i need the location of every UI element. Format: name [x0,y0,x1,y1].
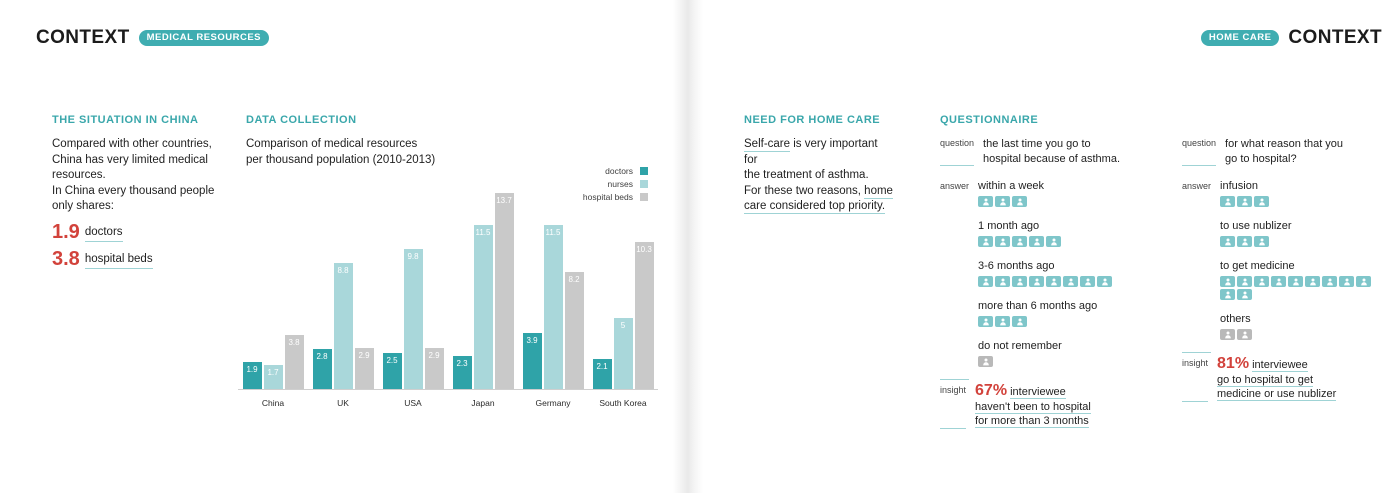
answer-count-pictogram [978,196,1136,207]
header-left [36,27,269,49]
bar-nurses [404,249,423,389]
x-axis-label: Japan [471,398,495,408]
questionnaire-columns [940,137,1380,429]
home-care-line-1 [744,137,894,168]
person-icon [1271,276,1286,287]
stat-hospital-beds-label: hospital beds [85,254,153,269]
person-icon [978,196,993,207]
answer-count-pictogram [978,276,1136,287]
bar-beds [425,348,444,389]
bar-value-label: 3.9 [526,336,538,346]
questionnaire-title: QUESTIONNAIRE [940,114,1039,126]
legend-label: doctors [605,166,633,176]
home-care-line-3-start: For these two reasons, [744,184,865,197]
legend-label: hospital beds [582,192,633,202]
bar-doctors [313,349,332,389]
page-title-left: CONTEXT [36,27,130,48]
person-icon [1220,276,1235,287]
bar-value-label: 8.2 [568,274,580,284]
situation-line-3: resources. [52,169,106,181]
bar-doctors [383,353,402,389]
bar-value-label: 5 [620,320,626,330]
person-icon [978,276,993,287]
data-collection-subtitle [246,137,656,168]
answer-count-pictogram [1220,236,1378,247]
bar-doctors [453,356,472,389]
person-icon [1012,276,1027,287]
bar-nurses [544,225,563,389]
person-icon [1322,276,1337,287]
answer-label: to use nublizer [1220,220,1292,232]
insight-text: 81% interviewee go to hospital to get medicine or use nublizer [1217,355,1337,400]
person-icon [1220,236,1235,247]
legend-label: nurses [607,179,633,189]
bar-beds [355,348,374,389]
person-icon [1012,316,1027,327]
person-icon [978,316,993,327]
home-care-line-2: the treatment of asthma. [744,169,869,181]
bar-doctors [593,359,612,389]
answer-count-pictogram [978,316,1136,327]
data-collection-subtitle-line-1: Comparison of medical resources [246,138,418,150]
answer-item [1220,180,1378,207]
section-badge-home-care: HOME CARE [1201,30,1280,47]
person-icon [1012,196,1027,207]
medical-resources-bar-chart [238,168,658,420]
person-icon [1237,236,1252,247]
person-icon [995,196,1010,207]
insight-tag: insight [940,384,966,429]
stat-hospital-beds [52,249,222,269]
bar-beds [635,242,654,389]
page-title-right: CONTEXT [1288,27,1382,48]
person-icon [1356,276,1371,287]
answer-item [978,340,1136,367]
person-icon [1220,329,1235,340]
answer-label: infusion [1220,180,1258,192]
situation-title: THE SITUATION IN CHINA [52,114,199,126]
person-icon [1063,276,1078,287]
bar-nurses [334,263,353,389]
home-care-emphasis-home: home [864,184,893,197]
person-icon [1220,289,1235,300]
home-care-block [744,114,894,215]
x-axis-label: China [261,398,285,408]
answer-tag: answer [940,180,969,380]
questionnaire-column-1 [940,137,1136,429]
stat-doctors [52,222,222,242]
stat-doctors-value: 1.9 [52,220,80,243]
answer-item [978,300,1136,327]
answer-count-pictogram [1220,196,1378,207]
left-page [0,0,684,493]
answer-label: do not remember [978,340,1062,352]
bar-doctors [243,362,262,389]
insight-percentage: 67% [975,382,1008,399]
person-icon [1254,276,1269,287]
bar-group [518,225,588,389]
answer-tag: answer [1182,180,1211,353]
x-axis-label: USA [404,398,422,408]
person-icon [1305,276,1320,287]
person-icon [1254,196,1269,207]
person-icon [1080,276,1095,287]
person-icon [1097,276,1112,287]
bar-value-label: 11.5 [475,227,491,237]
person-icon [1029,236,1044,247]
answer-item [1220,313,1378,340]
home-care-line-3 [744,184,894,200]
bar-beds [495,193,514,389]
bar-value-label: 1.9 [246,364,258,374]
person-icon [995,276,1010,287]
question-tag: question [940,137,974,166]
header-right [1201,27,1382,49]
bar-value-label: 10.3 [636,244,652,254]
answer-label: more than 6 months ago [978,300,1098,312]
insight-percentage: 81% [1217,355,1250,372]
questionnaire-block [940,114,1380,429]
person-icon [995,236,1010,247]
person-icon [978,356,993,367]
section-badge-medical-resources: MEDICAL RESOURCES [139,30,269,47]
situation-paragraph [52,137,222,215]
answer-item [978,180,1136,207]
bar-value-label: 8.8 [337,266,349,276]
answer-row [1182,180,1378,353]
answer-label: 3-6 months ago [978,260,1055,272]
question-text: the last time you go to hospital because of asthma. [983,138,1121,165]
data-collection-title: DATA COLLECTION [246,114,357,126]
bar-group [238,335,308,389]
person-icon [978,236,993,247]
bar-value-label: 2.5 [386,356,398,366]
question-tag: question [1182,137,1216,166]
insight-text: 67% interviewee haven't been to hospital for more than 3 months [975,382,1091,427]
bar-beds [285,335,304,389]
bar-value-label: 3.8 [288,337,300,347]
answer-label: within a week [978,180,1045,192]
home-care-paragraph [744,137,894,215]
answer-label: others [1220,313,1251,325]
bar-value-label: 2.9 [358,350,370,360]
answer-count-pictogram [1220,329,1378,340]
bar-group [588,242,658,389]
bar-doctors [523,333,542,389]
insight-row [940,384,1136,429]
bar-group [378,249,448,389]
x-axis-label: South Korea [599,398,647,408]
person-icon [1339,276,1354,287]
person-icon [1012,236,1027,247]
bar-value-label: 9.8 [407,252,419,261]
right-page [692,0,1400,493]
answer-item [978,260,1136,287]
question-text: for what reason that you go to hospital? [1225,138,1344,165]
answer-list [1220,180,1378,353]
situation-block [52,114,222,269]
bar-value-label: 2.9 [428,350,440,360]
person-icon [1254,236,1269,247]
home-care-line-1-rest: is very important for [744,138,878,166]
bar-value-label: 13.7 [496,196,512,206]
answer-count-pictogram [978,236,1136,247]
chart-axis-line [238,389,658,390]
bar-nurses [264,365,283,389]
questionnaire-column-2 [1182,137,1378,429]
answer-list [978,180,1136,380]
answer-item [978,220,1136,247]
situation-line-2: China has very limited medical [52,153,208,166]
data-collection-block [246,114,656,168]
x-axis-label: Germany [535,398,571,408]
answer-label: to get medicine [1220,260,1295,272]
answer-count-pictogram [1220,276,1378,300]
question-row [1182,137,1378,166]
situation-line-1: Compared with other countries, [52,138,212,150]
person-icon [1046,236,1061,247]
insight-tag: insight [1182,357,1208,402]
stat-hospital-beds-value: 3.8 [52,247,80,270]
situation-line-4: In China every thousand people [52,184,215,197]
person-icon [1237,289,1252,300]
bar-beds [565,272,584,389]
person-icon [1046,276,1061,287]
x-axis-label: UK [337,398,349,408]
bar-value-label: 2.8 [316,352,328,361]
answer-label: 1 month ago [978,220,1040,232]
person-icon [1288,276,1303,287]
person-icon [1237,276,1252,287]
home-care-emphasis-self-care: Self-care [744,138,791,150]
question-row [940,137,1136,166]
home-care-title: NEED FOR HOME CARE [744,114,881,126]
person-icon [1237,329,1252,340]
answer-row [940,180,1136,380]
home-care-emphasis-priority: care considered top priority. [744,200,886,212]
bar-value-label: 1.7 [267,367,279,377]
bar-group [448,193,518,389]
person-icon [1237,196,1252,207]
person-icon [995,316,1010,327]
situation-line-5: only shares: [52,200,115,212]
stat-doctors-label: doctors [85,227,123,242]
data-collection-subtitle-line-2: per thousand population (2010-2013) [246,153,436,166]
bar-value-label: 2.1 [596,362,608,371]
person-icon [1029,276,1044,287]
bar-value-label: 2.3 [456,359,468,369]
answer-item [1220,220,1378,247]
answer-count-pictogram [978,356,1136,367]
home-care-line-4 [744,199,894,215]
person-icon [1220,196,1235,207]
answer-item [1220,260,1378,300]
bar-nurses [474,225,493,389]
bar-value-label: 11.5 [545,227,561,237]
bar-nurses [614,318,633,389]
insight-row [1182,357,1378,402]
bar-group [308,263,378,389]
